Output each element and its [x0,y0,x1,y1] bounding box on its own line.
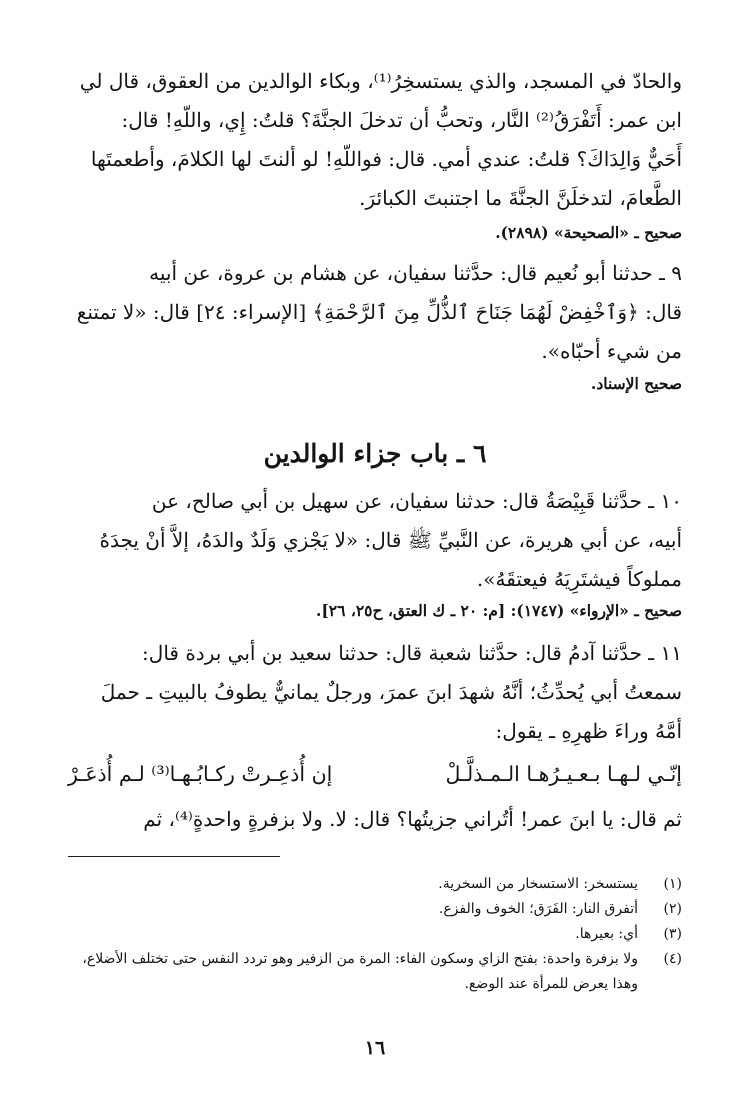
text-line: أبيه، عن أبي هريرة، عن النَّبيِّ ﷺ قال: «لا يَجْزي وَلَدٌ والدَهُ، إلاَّ أنْ يجدَهُ [99,528,682,552]
chapter-heading: ٦ ـ باب جزاء الوالدين [263,439,487,468]
text-line: سمعتُ أبي يُحدِّثُ؛ أنَّهُ شهدَ ابنَ عمرَ، ورجلٌ يمانيٌّ يطوفُ بالبيتِ ـ حملَ [100,680,682,704]
footnote [68,872,682,897]
footnote [68,947,682,997]
footnote-divider [68,856,280,857]
text-line: أمَّهُ وراءَ ظهرِهِ ـ يقول: [495,719,682,743]
text-line: الطَّعامَ، لتدخلَنَّ الجنَّةَ ما اجتنبتَ الكبائرَ. [359,186,682,210]
text-line: من شيء أحبّاه». [541,339,682,363]
text-line: ابن عمر: أَتَفْرَقُ⁽²⁾ النَّار، وتحبُّ أن تدخلَ الجنَّةَ؟ قلتُ: إِي، واللّهِ! قال: [121,108,682,132]
hadith-10 [68,482,682,599]
verse-second-hemistich: إن أُذعِـرتْ ركـابُـهـا⁽³⁾ لـم أُذعَـرْ [68,762,333,786]
text-line: أَحَيٌّ وَالِدَاكَ؟ قلتُ: عندي أمي. قال: فواللّهِ! لو ألنتَ لها الكلامَ، وأطعمتَها [90,147,682,171]
text-line: ثم قال: يا ابنَ عمر! أتُراني جزيتُها؟ قال: لا. ولا بزفرةٍ واحدةٍ⁽⁴⁾، ثم [143,807,682,831]
footnote-number: (١) [663,876,682,892]
text-line: مملوكاً فيشتَرِيَهُ فيعتقَهُ». [476,567,682,591]
footnote-text: أي: بعيرها. [575,926,638,942]
hadith-grade: صحيح ـ «الإرواء» (١٧٤٧): [م: ٢٠ ـ ك العتق، ح٢٥، ٢٦]. [316,601,682,620]
hadith-9 [68,254,682,371]
footnote [68,922,682,947]
hadith-grade: صحيح الإسناد. [590,374,682,393]
poetry-verse [68,756,682,792]
text-line: قال: ﴿وَٱخْفِضْ لَهُمَا جَنَاحَ ٱلذُّلِّ مِنَ ٱلرَّحْمَةِ﴾ [الإسراء: ٢٤] قال: «لا تمتنع [76,300,682,324]
hadith-grade: صحيح ـ «الصحيحة» (٢٨٩٨). [495,223,682,242]
footnote-text: أتفرق النار: الفَرَق؛ الخوف والفزع. [438,901,638,917]
page-number: ١٦ [364,1037,386,1059]
text-line: ٩ ـ حدثنا أبو نُعيم قال: حدَّثنا سفيان، عن هشام بن عروة، عن أبيه [149,261,682,285]
footnote-number: (٢) [663,901,682,917]
text-line: ١٠ ـ حدَّثنا قَبِيْصَةُ قال: حدثنا سفيان، عن سهيل بن أبي صالح، عن [151,489,682,513]
text-line: ١١ ـ حدَّثنا آدمُ قال: حدَّثنا شعبة قال: حدثنا سعيد بن أبي بردة قال: [142,641,682,665]
footnote [68,897,682,922]
footnote-text: يستسخر: الاستسخار من السخرية. [438,876,638,892]
footnote-text: ولا بزفرة واحدة: بفتح الزاي وسكون الفاء: المرة من الزفير وهو تردد النفس حتى تختلف الأضلاع، وهذا يعرض للمرأة عند الوضع. [82,951,638,992]
text-line: والحادّ في المسجد، والذي يستسخِرُ⁽¹⁾، وبكاء الوالدين من العقوق، قال لي [79,69,682,93]
footnotes [68,872,682,997]
verse-first-hemistich: إنّـي لـهـا بـعـيـرُهـا الـمـذلَّـلْ [445,762,682,786]
paragraph-continuation [68,62,682,218]
paragraph-after-verse [68,800,682,839]
footnote-number: (٤) [663,951,682,967]
footnote-number: (٣) [663,926,682,942]
hadith-11 [68,634,682,751]
